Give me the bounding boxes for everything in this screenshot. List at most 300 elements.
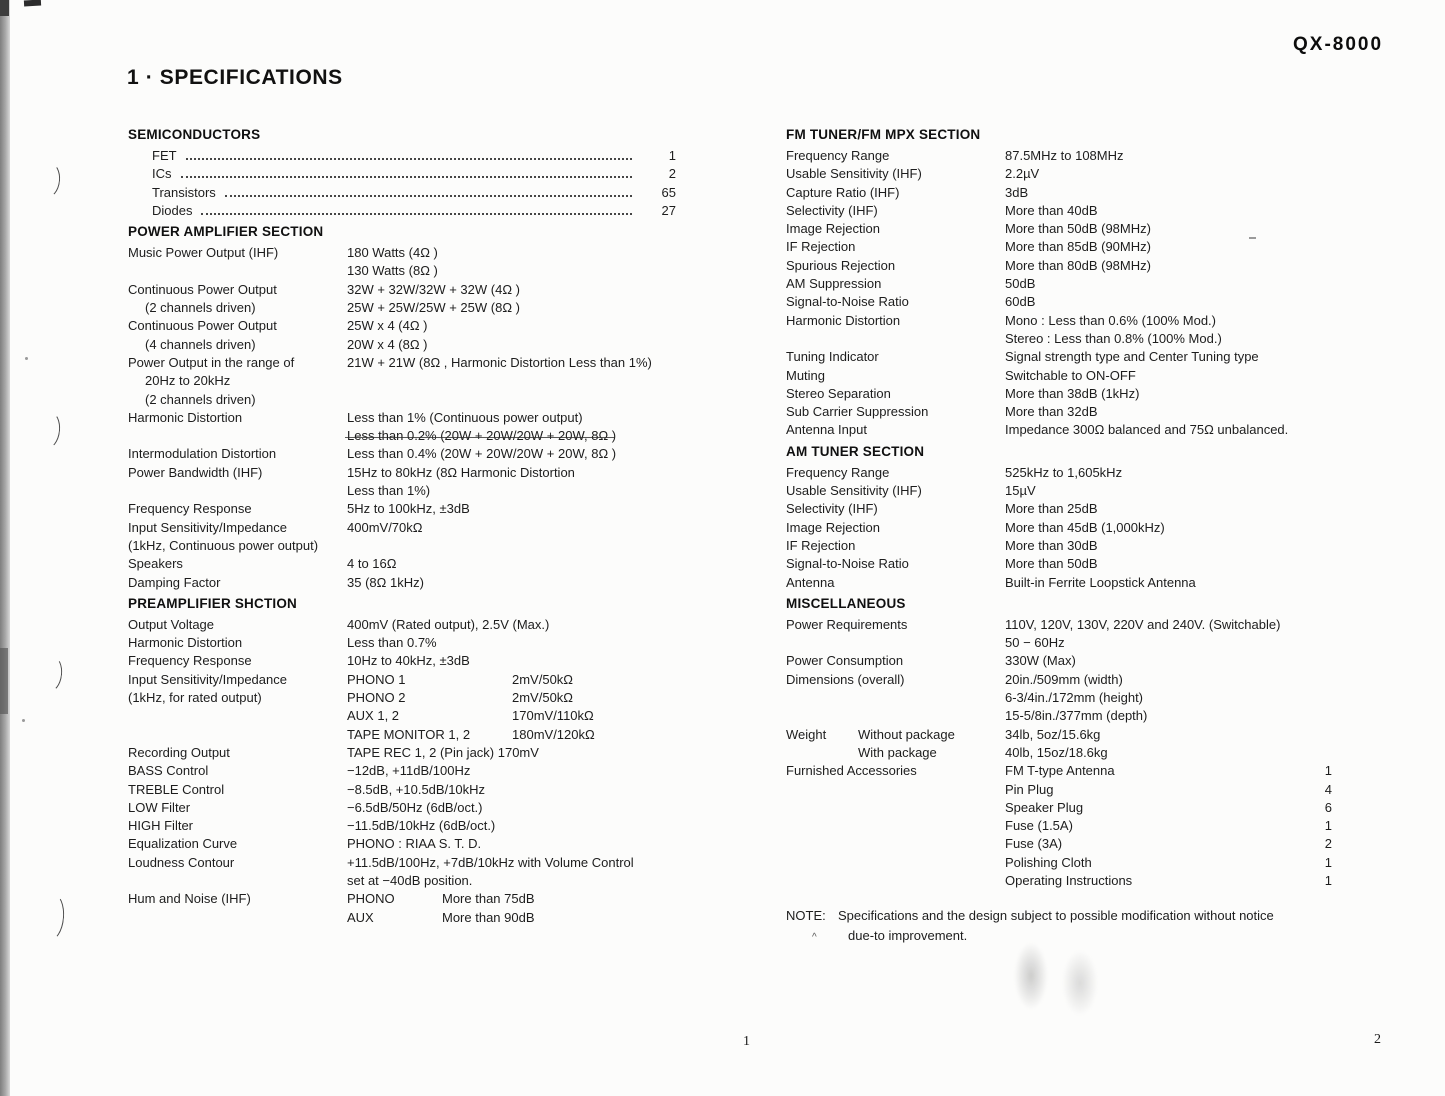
spec-row [786,348,1334,366]
spec-row [786,519,1334,537]
row-label [128,707,347,725]
row-value: −6.5dB/50Hz (6dB/oct.) [347,799,483,815]
row-value: PHONO [347,891,395,907]
row-value-cell [1005,799,1334,817]
row-value: Polishing Cloth [1005,854,1092,870]
row-value: 15Hz to 80kHz (8Ω Harmonic Distortion [347,464,575,480]
spec-row [128,909,676,927]
row-value-2: 2mV/50kΩ [512,690,574,706]
spec-row [128,671,676,689]
section-title: PREAMPLIFIER SHCTION [128,595,298,611]
row-value: 60dB [1005,294,1036,310]
scan-edge-dark-spot [0,0,9,16]
row-value-cell [347,634,676,652]
row-value: More than 45dB (1,000kHz) [1005,519,1165,535]
spec-section [128,224,676,592]
row-value-cell [1005,464,1334,482]
row-value: 400mV (Rated output), 2.5V (Max.) [347,616,550,632]
spec-row [128,707,676,725]
row-quantity: 1 [1324,872,1332,888]
row-value-cell [347,482,676,500]
row-value: 20W x 4 (8Ω ) [347,336,428,352]
scan-curl-mark [36,892,66,942]
spec-section [128,127,676,220]
row-value: +11.5dB/100Hz, +7dB/10kHz with Volume Control [347,854,634,870]
spec-row [128,445,676,463]
dotted-row [128,147,676,165]
row-value-cell [1005,817,1334,835]
row-value: 25W + 25W/25W + 25W (8Ω ) [347,300,520,316]
spec-row [786,275,1334,293]
row-value: More than 40dB [1005,202,1098,218]
row-label: Dimensions (overall) [786,671,905,687]
row-value-cell [1005,726,1334,744]
spec-row [786,671,1334,689]
row-value-cell [347,890,676,908]
row-label: Signal-to-Noise Ratio [786,556,909,572]
dot-leader [225,184,632,197]
row-value: 65 [661,184,676,200]
row-label: Harmonic Distortion [128,409,243,425]
row-label: LOW Filter [128,799,191,815]
row-value: More than 85dB (90MHz) [1005,239,1151,255]
row-value-cell [1005,707,1334,725]
row-value-cell [347,537,676,555]
row-value: Mono : Less than 0.6% (100% Mod.) [1005,312,1217,328]
spec-row [128,500,676,518]
row-label: Selectivity (IHF) [786,501,878,517]
row-label: Frequency Response [128,653,252,669]
row-value: 3dB [1005,184,1029,200]
row-value: 32W + 32W/32W + 32W (4Ω ) [347,281,520,297]
row-value: 21W + 21W (8Ω , Harmonic Distortion Less than 1%) [347,354,652,370]
spec-row [128,464,676,482]
row-value: Built-in Ferrite Loopstick Antenna [1005,574,1196,590]
row-label: Antenna Input [786,422,867,438]
row-label: HIGH Filter [128,818,193,834]
spec-row [786,744,1334,762]
spec-row [128,744,676,762]
row-label [128,909,347,927]
spec-row [128,354,676,372]
page-number-right: 2 [1374,1032,1381,1047]
spec-row [128,726,676,744]
spec-row [786,872,1334,890]
row-value: AUX 1, 2 [347,708,400,724]
spec-row [128,299,676,317]
spec-row [128,262,676,280]
row-label: (2 channels driven) [145,391,256,407]
row-value-cell [1005,202,1334,220]
spec-row [786,817,1334,835]
row-label: Tuning Indicator [786,349,879,365]
row-label: Input Sensitivity/Impedance [128,519,287,535]
spec-row [128,537,676,555]
section-title: AM TUNER SECTION [786,443,925,459]
row-value-cell [1005,872,1334,890]
scan-smudge [1014,942,1048,1010]
row-value: 4 to 16Ω [347,556,397,572]
row-value-cell [1005,312,1334,330]
row-quantity: 1 [1324,854,1332,870]
row-label: Speakers [128,556,183,572]
row-value-cell [347,427,676,445]
spec-row [786,574,1334,592]
row-value: Speaker Plug [1005,799,1084,815]
row-label [786,835,1005,853]
row-label: Capture Ratio (IHF) [786,184,900,200]
row-value-cell [1005,574,1334,592]
spec-row [786,854,1334,872]
spec-row [786,707,1334,725]
row-value-cell [347,817,676,835]
row-label: (4 channels driven) [145,336,256,352]
section-title: FM TUNER/FM MPX SECTION [786,127,981,142]
row-value-cell [1005,519,1334,537]
row-value-cell [1005,671,1334,689]
spec-row [786,330,1334,348]
row-sublabel: Without package [858,726,955,742]
row-label: Recording Output [128,744,230,760]
spec-row [128,835,676,853]
row-value: 10Hz to 40kHz, ±3dB [347,653,470,669]
section-title: SEMICONDUCTORS [128,127,261,142]
right-column [786,119,1334,945]
row-label [128,262,347,280]
row-value-cell [1005,147,1334,165]
spec-row [128,281,676,299]
row-label: Loudness Contour [128,854,235,870]
row-value-cell [1005,257,1334,275]
row-value: TAPE MONITOR 1, 2 [347,726,471,742]
model-logo: QX-8000 [1293,34,1384,55]
row-value-2: More than 90dB [442,909,535,925]
row-value-cell [347,652,676,670]
row-label: Selectivity (IHF) [786,202,878,218]
row-value: Less than 1% (Continuous power output) [347,409,583,425]
spec-row [786,257,1334,275]
spec-row [786,165,1334,183]
row-label: Power Requirements [786,616,908,632]
spec-row [128,574,676,592]
row-label: Sub Carrier Suppression [786,404,929,420]
row-value-cell [347,500,676,518]
section-title: POWER AMPLIFIER SECTION [128,224,324,240]
dotted-row [128,165,676,183]
row-value: 6-3/4in./172mm (height) [1005,690,1144,706]
row-value-cell [347,464,676,482]
row-value-cell [347,854,676,872]
spec-row [128,427,676,445]
note-label: NOTE: [786,908,826,924]
section-title: MISCELLANEOUS [786,595,906,611]
row-value-cell [1005,403,1334,421]
row-value: Signal strength type and Center Tuning type [1005,349,1259,365]
row-value-cell [347,909,676,927]
row-value: PHONO 1 [347,671,406,687]
row-value-cell [1005,421,1334,439]
row-value-cell [1005,537,1334,555]
row-value-2: More than 75dB [442,891,535,907]
row-value: 50dB [1005,276,1036,292]
row-value-cell [1005,689,1334,707]
row-label: Image Rejection [786,519,880,535]
row-value-cell [347,616,676,634]
row-value: 50 − 60Hz [1005,635,1065,651]
note-line-2: due-to improvement. [848,927,968,943]
row-value: 25W x 4 (4Ω ) [347,318,428,334]
row-value-cell [347,391,676,409]
row-value: 40lb, 15oz/18.6kg [1005,744,1108,760]
row-value: 130 Watts (8Ω ) [347,263,438,279]
row-value: 1 [668,148,676,163]
spec-row [128,890,676,908]
spec-row [128,317,676,335]
spec-row [786,726,1334,744]
row-label [786,634,1005,652]
row-label [786,781,1005,799]
row-label [128,872,347,890]
row-label: IF Rejection [786,239,856,255]
row-label [128,482,347,500]
row-value-cell [347,781,676,799]
spec-row [786,555,1334,573]
row-value-2: 2mV/50kΩ [512,671,574,687]
spec-row [786,652,1334,670]
row-label [786,872,1005,890]
row-value: 35 (8Ω 1kHz) [347,574,424,590]
row-value-cell [1005,835,1334,853]
row-label: Weight Without package [786,726,1005,744]
row-value-cell [1005,652,1334,670]
spec-row [786,482,1334,500]
row-label [786,689,1005,707]
row-value: More than 50dB [1005,556,1098,572]
row-value-cell [347,555,676,573]
row-value-cell [1005,616,1334,634]
spec-row [786,367,1334,385]
row-value: Stereo : Less than 0.8% (100% Mod.) [1005,330,1222,346]
row-label: Power Output in the range of [128,354,295,370]
row-label: AM Suppression [786,276,882,292]
scan-mark [24,0,41,6]
row-value-cell [1005,330,1334,348]
row-value: −8.5dB, +10.5dB/10kHz [347,781,486,797]
scan-speck [22,719,25,722]
row-value: 27 [661,202,676,218]
spec-row [786,781,1334,799]
row-label: Frequency Response [128,501,252,517]
row-value: Operating Instructions [1005,872,1133,888]
spec-row [786,202,1334,220]
spec-row [786,184,1334,202]
spec-row [128,372,676,390]
spec-row [786,147,1334,165]
row-value: Fuse (3A) [1005,836,1063,852]
row-value: More than 50dB (98MHz) [1005,221,1151,237]
spec-row [786,220,1334,238]
row-value-cell [347,445,676,463]
row-value-cell [1005,482,1334,500]
row-label: Music Power Output (IHF) [128,245,279,261]
row-value: Switchable to ON-OFF [1005,367,1136,383]
row-value: Less than 1%) [347,483,431,499]
row-value: More than 80dB (98MHz) [1005,257,1151,273]
row-value: 2 [668,166,676,182]
dotted-row [128,184,676,202]
row-value-cell [347,244,676,262]
page-title: 1 · SPECIFICATIONS [127,66,343,89]
row-label: Frequency Range [786,464,890,480]
row-label: Usable Sensitivity (IHF) [786,483,922,499]
spec-row [128,244,676,262]
row-value: 20in./509mm (width) [1005,671,1123,687]
row-label: Antenna [786,574,835,590]
row-label [786,854,1005,872]
row-value: 15-5/8in./377mm (depth) [1005,708,1148,724]
row-label: Usable Sensitivity (IHF) [786,166,922,182]
row-label: Furnished Accessories [786,763,917,779]
spec-section [128,596,676,927]
row-label: Spurious Rejection [786,257,896,273]
left-column [128,119,676,927]
row-value: Less than 0.2% (20W + 20W/20W + 20W, 8Ω ) [347,427,616,445]
row-label: Image Rejection [786,221,880,237]
spec-row [786,312,1334,330]
row-value: 180 Watts (4Ω ) [347,245,438,261]
row-label: (1kHz, Continuous power output) [128,537,319,553]
spec-section [786,444,1334,592]
row-quantity: 1 [1324,763,1332,779]
row-label: Power Bandwidth (IHF) [128,464,263,480]
dot-leader [186,147,632,160]
row-label: Damping Factor [128,574,221,590]
row-value-cell [347,744,676,762]
row-label: (1kHz, for rated output) [128,690,262,706]
row-value-cell [347,281,676,299]
spec-row [786,762,1334,780]
row-value-cell [1005,367,1334,385]
row-value: 330W (Max) [1005,653,1076,669]
row-quantity: 1 [1324,818,1332,834]
row-value: 15µV [1005,483,1036,499]
row-value-cell [347,262,676,280]
row-value-cell [347,354,676,372]
row-value-cell [1005,500,1334,518]
row-value-cell [1005,781,1334,799]
row-label: Frequency Range [786,148,890,163]
spec-row [786,500,1334,518]
row-value [347,537,676,555]
row-value: PHONO 2 [347,690,406,706]
spec-section [786,596,1334,890]
row-value: More than 38dB (1kHz) [1005,385,1140,401]
row-value-cell [347,574,676,592]
scan-caret-mark: ^ [812,932,817,944]
spec-row [128,762,676,780]
row-value: 400mV/70kΩ [347,519,423,535]
spec-row [128,555,676,573]
row-value: More than 25dB [1005,501,1098,517]
row-label: Signal-to-Noise Ratio [786,294,909,310]
row-value-cell [1005,348,1334,366]
spec-row [128,336,676,354]
row-label: Continuous Power Output [128,318,277,334]
note-line-1: Specifications and the design subject to possible modification without notice [838,908,1274,924]
scan-edge-dark-spot [0,648,8,714]
row-value: set at −40dB position. [347,872,473,888]
spec-row [786,421,1334,439]
spec-row [128,689,676,707]
row-value: Fuse (1.5A) [1005,818,1073,834]
row-label: Transistors [152,184,216,200]
row-label: TREBLE Control [128,781,225,797]
row-value [347,372,676,390]
row-value-2: 170mV/110kΩ [512,708,594,724]
spec-row [786,835,1334,853]
spec-section [786,127,1334,440]
spec-row [786,238,1334,256]
row-value-cell [1005,220,1334,238]
row-value-cell [347,689,676,707]
scan-smudge [1062,950,1098,1016]
row-value: AUX [347,909,374,925]
row-value-cell [347,872,676,890]
spec-row [786,293,1334,311]
row-value-cell [1005,293,1334,311]
page-number-left: 1 [743,1034,750,1049]
row-value-cell [1005,555,1334,573]
row-value-cell [1005,854,1334,872]
spec-row [786,537,1334,555]
spec-row [786,616,1334,634]
row-value-2: 180mV/120kΩ [512,726,595,742]
row-label: Equalization Curve [128,836,238,852]
row-value: PHONO : RIAA S. T. D. [347,836,482,852]
row-value-cell [1005,634,1334,652]
row-label: BASS Control [128,763,209,779]
spec-row [786,634,1334,652]
spec-row [128,799,676,817]
row-label: Stereo Separation [786,385,891,401]
spec-row [128,781,676,799]
row-label [786,799,1005,817]
spec-row [786,464,1334,482]
row-value: 87.5MHz to 108MHz [1005,148,1124,163]
spec-row [128,482,676,500]
row-value: Less than 0.7% [347,635,437,651]
row-label: IF Rejection [786,537,856,553]
row-label: FET [152,148,177,163]
row-value-cell [1005,238,1334,256]
row-sublabel: With package [858,744,937,760]
row-label: Diodes [152,202,193,218]
row-label: Muting [786,367,826,383]
dot-leader [201,202,632,215]
row-label: Output Voltage [128,616,215,632]
row-quantity: 6 [1324,799,1332,815]
row-label [786,817,1005,835]
row-value-cell [347,671,676,689]
note-text [838,907,1274,945]
row-value: More than 30dB [1005,537,1098,553]
row-value: −12dB, +11dB/100Hz [347,763,471,779]
dotted-row [128,202,676,220]
row-value-cell [1005,184,1334,202]
row-label: Hum and Noise (IHF) [128,891,251,907]
row-value-cell [347,762,676,780]
spec-row [128,616,676,634]
